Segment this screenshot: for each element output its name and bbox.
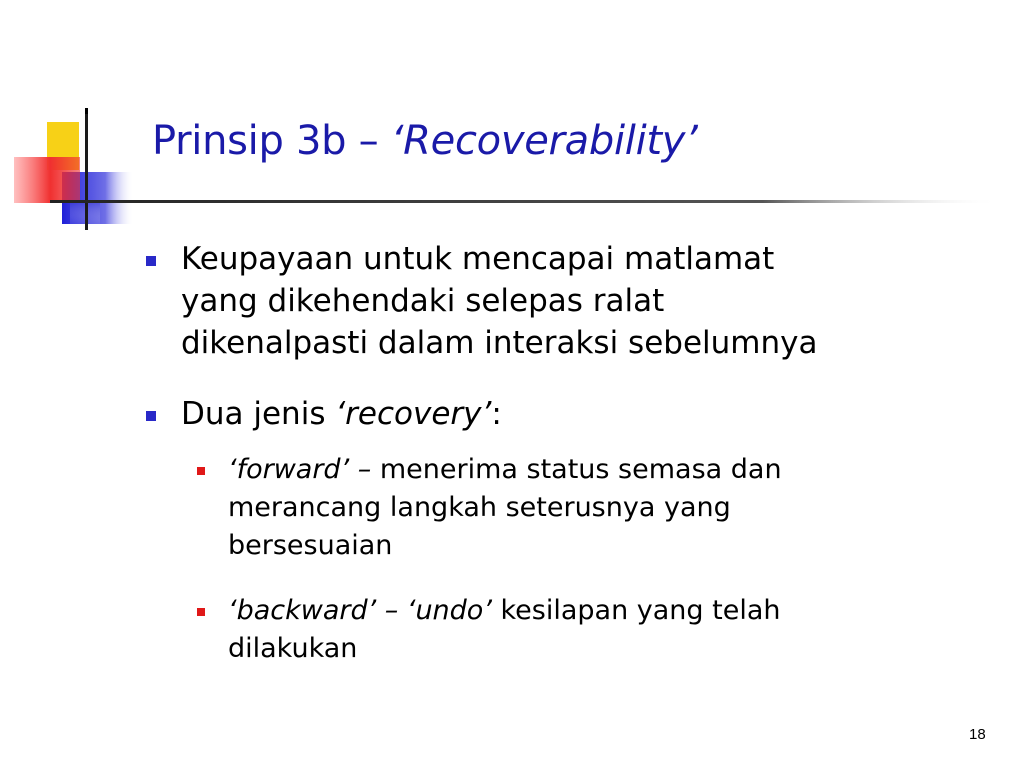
ornament-vertical-line bbox=[85, 108, 88, 230]
bullet2-prefix: Dua jenis bbox=[181, 396, 336, 432]
bullet-item-1 bbox=[181, 238, 817, 364]
bullet-square-icon bbox=[197, 608, 205, 616]
ornament-short-tick bbox=[85, 108, 88, 114]
sub-bullet-backward bbox=[228, 592, 781, 668]
sub1-line2: merancang langkah seterusnya yang bbox=[228, 492, 731, 523]
title-underline bbox=[50, 200, 1000, 203]
bullet1-line2: yang dikehendaki selepas ralat bbox=[181, 283, 665, 319]
bullet-square-icon bbox=[197, 467, 205, 475]
sub-bullet-forward bbox=[228, 451, 782, 565]
red-block bbox=[14, 157, 80, 203]
bullet-square-icon bbox=[146, 411, 156, 421]
bullet-item-2 bbox=[181, 393, 502, 435]
bullet1-line3: dikenalpasti dalam interaksi sebelumnya bbox=[181, 325, 818, 361]
slide-title bbox=[152, 118, 698, 164]
bullet-square-icon bbox=[146, 256, 156, 266]
title-main: Prinsip 3b – bbox=[152, 118, 391, 164]
title-italic: ‘Recoverability’ bbox=[390, 118, 698, 164]
sub2-italic: ‘backward’ – ‘undo’ bbox=[228, 595, 492, 626]
page-number: 18 bbox=[969, 726, 986, 743]
bullet1-line1: Keupayaan untuk mencapai matlamat bbox=[181, 241, 775, 277]
sub2-line2: dilakukan bbox=[228, 633, 358, 664]
sub2-line1-rest: kesilapan yang telah bbox=[491, 595, 781, 626]
sub1-line1-rest: menerima status semasa dan bbox=[371, 454, 782, 485]
sub1-line3: bersesuaian bbox=[228, 530, 393, 561]
bullet2-suffix: : bbox=[491, 396, 502, 432]
bullet2-italic: ‘recovery’ bbox=[335, 396, 492, 432]
sub1-italic: ‘forward’ – bbox=[228, 454, 372, 485]
